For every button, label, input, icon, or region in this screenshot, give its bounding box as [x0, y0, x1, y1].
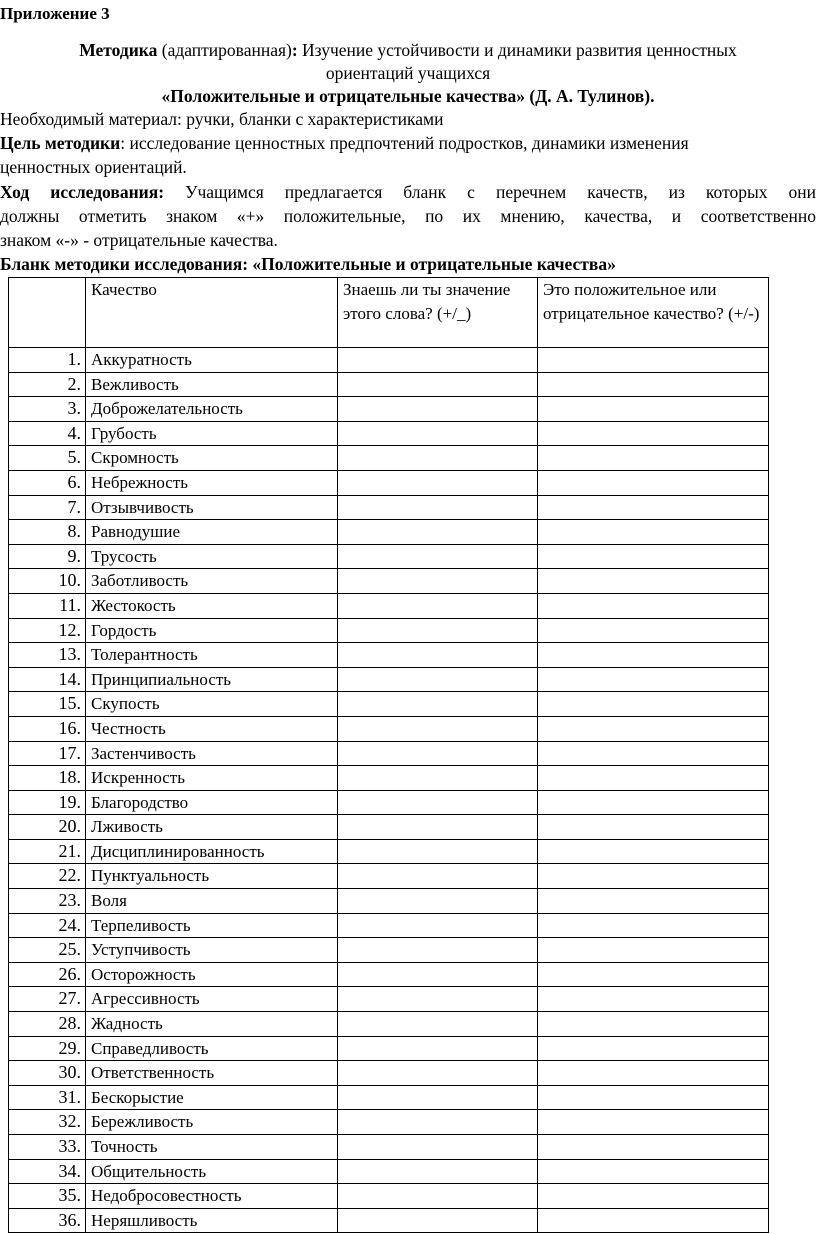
row-number: 4. [9, 421, 86, 446]
row-positive-negative-cell[interactable] [538, 1012, 769, 1037]
material-line: Необходимый материал: ручки, бланки с характеристиками [0, 109, 444, 129]
row-quality: Доброжелательность [86, 397, 338, 422]
table-row [9, 667, 769, 692]
row-quality: Небрежность [86, 470, 338, 495]
row-number: 30. [9, 1061, 86, 1086]
row-quality: Жадность [86, 1012, 338, 1037]
form-title: Бланк методики исследования: «Положительные и отрицательные качества» [0, 254, 616, 274]
table-row [9, 766, 769, 791]
row-quality: Бескорыстие [86, 1085, 338, 1110]
row-positive-negative-cell[interactable] [538, 716, 769, 741]
row-know-meaning-cell[interactable] [338, 1135, 538, 1160]
row-quality: Ответственность [86, 1061, 338, 1086]
row-positive-negative-cell[interactable] [538, 544, 769, 569]
row-quality: Застенчивость [86, 741, 338, 766]
row-positive-negative-cell[interactable] [538, 446, 769, 471]
row-quality: Толерантность [86, 643, 338, 668]
table-row [9, 913, 769, 938]
row-know-meaning-cell[interactable] [338, 348, 538, 373]
row-number: 15. [9, 692, 86, 717]
row-number: 8. [9, 520, 86, 545]
table-row [9, 1135, 769, 1160]
row-quality: Гордость [86, 618, 338, 643]
goal-label: Цель методики [0, 133, 121, 153]
row-positive-negative-cell[interactable] [538, 987, 769, 1012]
row-positive-negative-cell[interactable] [538, 766, 769, 791]
row-know-meaning-cell[interactable] [338, 667, 538, 692]
row-know-meaning-cell[interactable] [338, 593, 538, 618]
row-number: 18. [9, 766, 86, 791]
row-know-meaning-cell[interactable] [338, 766, 538, 791]
row-know-meaning-cell[interactable] [338, 1036, 538, 1061]
row-quality: Честность [86, 716, 338, 741]
row-know-meaning-cell[interactable] [338, 839, 538, 864]
row-quality: Дисциплинированность [86, 839, 338, 864]
table-header-row [9, 278, 769, 348]
row-number: 20. [9, 815, 86, 840]
row-number: 29. [9, 1036, 86, 1061]
row-quality: Аккуратность [86, 348, 338, 373]
row-positive-negative-cell[interactable] [538, 889, 769, 914]
row-know-meaning-cell[interactable] [338, 1184, 538, 1209]
qualities-table [8, 277, 769, 1233]
row-number: 16. [9, 716, 86, 741]
row-positive-negative-cell[interactable] [538, 495, 769, 520]
row-quality: Общительность [86, 1159, 338, 1184]
row-number: 23. [9, 889, 86, 914]
method-colon: : [291, 40, 298, 60]
table-row [9, 520, 769, 545]
row-quality: Агрессивность [86, 987, 338, 1012]
row-number: 14. [9, 667, 86, 692]
procedure-line-3: знаком «-» - отрицательные качества. [0, 230, 278, 250]
row-know-meaning-cell[interactable] [338, 815, 538, 840]
header-positive-negative: Это положительное или отрицательное качество? (+/-) [538, 278, 769, 348]
row-positive-negative-cell[interactable] [538, 1110, 769, 1135]
row-number: 10. [9, 569, 86, 594]
row-positive-negative-cell[interactable] [538, 1036, 769, 1061]
row-positive-negative-cell[interactable] [538, 397, 769, 422]
table-row [9, 938, 769, 963]
row-number: 7. [9, 495, 86, 520]
row-number: 32. [9, 1110, 86, 1135]
row-positive-negative-cell[interactable] [538, 667, 769, 692]
row-number: 28. [9, 1012, 86, 1037]
goal-line-2: ценностных ориентаций. [0, 157, 187, 177]
row-quality: Равнодушие [86, 520, 338, 545]
procedure-text-1: Учащимся предлагается бланк с перечнем качеств, из которых они [164, 182, 816, 202]
table-row [9, 1159, 769, 1184]
row-number: 6. [9, 470, 86, 495]
row-quality: Бережливость [86, 1110, 338, 1135]
row-quality: Осторожность [86, 962, 338, 987]
row-positive-negative-cell[interactable] [538, 790, 769, 815]
row-positive-negative-cell[interactable] [538, 593, 769, 618]
table-row [9, 470, 769, 495]
row-know-meaning-cell[interactable] [338, 938, 538, 963]
row-quality: Неряшливость [86, 1208, 338, 1233]
table-row [9, 618, 769, 643]
row-positive-negative-cell[interactable] [538, 421, 769, 446]
goal-text: : исследование ценностных предпочтений подростков, динамики изменения [120, 133, 689, 153]
row-positive-negative-cell[interactable] [538, 470, 769, 495]
row-quality: Точность [86, 1135, 338, 1160]
row-quality: Заботливость [86, 569, 338, 594]
row-know-meaning-cell[interactable] [338, 643, 538, 668]
row-know-meaning-cell[interactable] [338, 864, 538, 889]
row-number: 21. [9, 839, 86, 864]
row-positive-negative-cell[interactable] [538, 938, 769, 963]
row-quality: Грубость [86, 421, 338, 446]
row-know-meaning-cell[interactable] [338, 470, 538, 495]
row-number: 13. [9, 643, 86, 668]
row-number: 1. [9, 348, 86, 373]
table-row [9, 421, 769, 446]
table-row [9, 962, 769, 987]
method-title-line2: ориентаций учащихся [325, 63, 491, 83]
table-row [9, 544, 769, 569]
row-positive-negative-cell[interactable] [538, 962, 769, 987]
row-positive-negative-cell[interactable] [538, 1085, 769, 1110]
row-number: 31. [9, 1085, 86, 1110]
row-quality: Отзывчивость [86, 495, 338, 520]
row-number: 36. [9, 1208, 86, 1233]
row-know-meaning-cell[interactable] [338, 1061, 538, 1086]
row-quality: Благородство [86, 790, 338, 815]
row-know-meaning-cell[interactable] [338, 372, 538, 397]
row-know-meaning-cell[interactable] [338, 1159, 538, 1184]
row-quality: Терпеливость [86, 913, 338, 938]
appendix-label: Приложение 3 [0, 4, 110, 23]
table-row [9, 643, 769, 668]
row-know-meaning-cell[interactable] [338, 962, 538, 987]
table-row [9, 741, 769, 766]
row-number: 25. [9, 938, 86, 963]
table-row [9, 495, 769, 520]
table-row [9, 1110, 769, 1135]
method-label: Методика [79, 40, 158, 60]
row-quality: Жестокость [86, 593, 338, 618]
row-know-meaning-cell[interactable] [338, 913, 538, 938]
row-number: 11. [9, 593, 86, 618]
row-know-meaning-cell[interactable] [338, 790, 538, 815]
row-positive-negative-cell[interactable] [538, 348, 769, 373]
row-know-meaning-cell[interactable] [338, 397, 538, 422]
row-quality: Пунктуальность [86, 864, 338, 889]
row-know-meaning-cell[interactable] [338, 569, 538, 594]
row-number: 34. [9, 1159, 86, 1184]
table-row [9, 1208, 769, 1233]
table-row [9, 1184, 769, 1209]
row-quality: Вежливость [86, 372, 338, 397]
row-know-meaning-cell[interactable] [338, 544, 538, 569]
row-know-meaning-cell[interactable] [338, 889, 538, 914]
row-quality: Искренность [86, 766, 338, 791]
procedure-line-1 [0, 181, 816, 204]
row-number: 24. [9, 913, 86, 938]
row-know-meaning-cell[interactable] [338, 692, 538, 717]
table-row [9, 1085, 769, 1110]
row-positive-negative-cell[interactable] [538, 815, 769, 840]
procedure-label: Ход исследования: [0, 182, 165, 202]
header-know-meaning: Знаешь ли ты значение этого слова? (+/_) [338, 278, 538, 348]
row-number: 3. [9, 397, 86, 422]
table-row [9, 889, 769, 914]
row-positive-negative-cell[interactable] [538, 839, 769, 864]
row-number: 12. [9, 618, 86, 643]
table-row [9, 348, 769, 373]
row-positive-negative-cell[interactable] [538, 1184, 769, 1209]
row-number: 17. [9, 741, 86, 766]
method-title: Изучение устойчивости и динамики развития ценностных [297, 40, 737, 60]
table-row [9, 397, 769, 422]
row-number: 22. [9, 864, 86, 889]
row-quality: Трусость [86, 544, 338, 569]
row-know-meaning-cell[interactable] [338, 987, 538, 1012]
goal-line-1 [0, 132, 816, 155]
row-know-meaning-cell[interactable] [338, 1110, 538, 1135]
row-positive-negative-cell[interactable] [538, 643, 769, 668]
table-row [9, 716, 769, 741]
row-positive-negative-cell[interactable] [538, 1135, 769, 1160]
table-row [9, 569, 769, 594]
row-know-meaning-cell[interactable] [338, 716, 538, 741]
row-positive-negative-cell[interactable] [538, 741, 769, 766]
method-heading [0, 39, 816, 85]
row-number: 9. [9, 544, 86, 569]
row-number: 5. [9, 446, 86, 471]
row-quality: Недобросовестность [86, 1184, 338, 1209]
row-know-meaning-cell[interactable] [338, 520, 538, 545]
row-positive-negative-cell[interactable] [538, 692, 769, 717]
row-number: 27. [9, 987, 86, 1012]
row-positive-negative-cell[interactable] [538, 1159, 769, 1184]
table-row [9, 1061, 769, 1086]
table-row [9, 446, 769, 471]
table-row [9, 692, 769, 717]
row-know-meaning-cell[interactable] [338, 741, 538, 766]
table-row [9, 593, 769, 618]
row-know-meaning-cell[interactable] [338, 421, 538, 446]
table-row [9, 372, 769, 397]
method-paren: (адаптированная) [157, 40, 292, 60]
table-row [9, 1012, 769, 1037]
row-number: 26. [9, 962, 86, 987]
row-number: 2. [9, 372, 86, 397]
row-positive-negative-cell[interactable] [538, 913, 769, 938]
table-row [9, 987, 769, 1012]
header-quality: Качество [86, 278, 338, 348]
table-row [9, 1036, 769, 1061]
row-positive-negative-cell[interactable] [538, 520, 769, 545]
row-quality: Уступчивость [86, 938, 338, 963]
header-number [9, 278, 86, 348]
row-know-meaning-cell[interactable] [338, 1085, 538, 1110]
row-quality: Воля [86, 889, 338, 914]
table-row [9, 839, 769, 864]
row-quality: Скромность [86, 446, 338, 471]
row-quality: Принципиальность [86, 667, 338, 692]
row-positive-negative-cell[interactable] [538, 569, 769, 594]
row-positive-negative-cell[interactable] [538, 864, 769, 889]
table-row [9, 815, 769, 840]
table-row [9, 864, 769, 889]
row-number: 33. [9, 1135, 86, 1160]
method-subtitle: «Положительные и отрицательные качества» (Д. А. Тулинов). [161, 86, 655, 106]
row-know-meaning-cell[interactable] [338, 495, 538, 520]
row-know-meaning-cell[interactable] [338, 618, 538, 643]
row-positive-negative-cell[interactable] [538, 1061, 769, 1086]
row-quality: Скупость [86, 692, 338, 717]
row-positive-negative-cell[interactable] [538, 618, 769, 643]
row-number: 35. [9, 1184, 86, 1209]
row-know-meaning-cell[interactable] [338, 1012, 538, 1037]
row-quality: Лживость [86, 815, 338, 840]
row-know-meaning-cell[interactable] [338, 446, 538, 471]
row-positive-negative-cell[interactable] [538, 372, 769, 397]
row-positive-negative-cell[interactable] [538, 1208, 769, 1233]
procedure-line-2: должны отметить знаком «+» положительные, по их мнению, качества, и соответственно [0, 206, 816, 226]
row-number: 19. [9, 790, 86, 815]
table-row [9, 790, 769, 815]
row-quality: Справедливость [86, 1036, 338, 1061]
row-know-meaning-cell[interactable] [338, 1208, 538, 1233]
